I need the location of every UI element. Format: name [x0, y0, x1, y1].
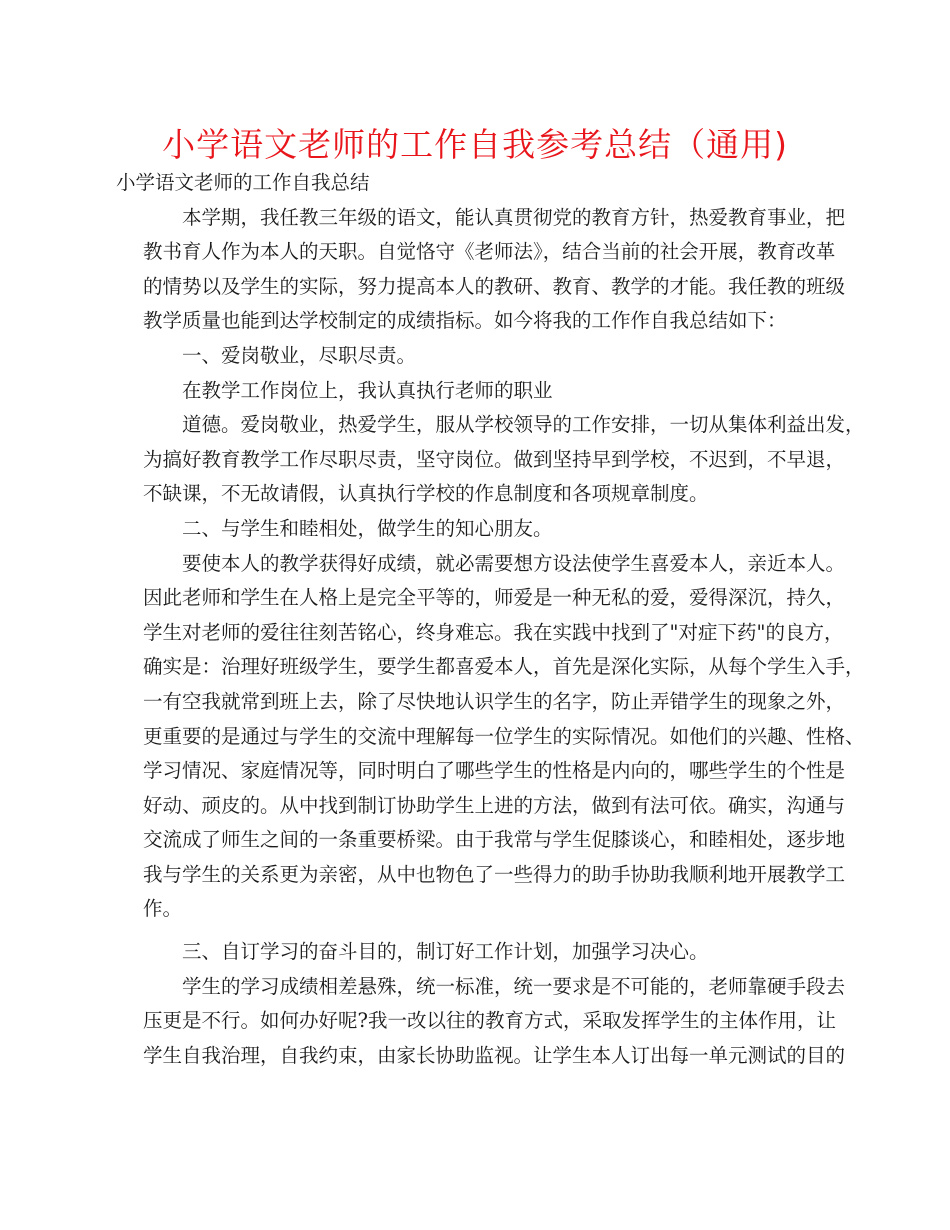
- paragraph-line: 学生对老师的爱往往刻苦铭心，终身难忘。我在实践中找到了"对症下药"的良方，: [143, 620, 844, 644]
- paragraph-line: 学生的学习成绩相差悬殊，统一标准，统一要求是不可能的，老师靠硬手段去: [182, 974, 846, 998]
- paragraph-line: 一有空我就常到班上去，除了尽快地认识学生的名字，防止弄错学生的现象之外，: [143, 689, 846, 713]
- paragraph-line: 教学质量也能到达学校制定的成绩指标。如今将我的工作作自我总结如下：: [143, 309, 787, 333]
- paragraph-line: 压更是不行。如何办好呢?我一改以往的教育方式，采取发挥学生的主体作用，让: [143, 1009, 836, 1033]
- document-title: 小学语文老师的工作自我参考总结（通用): [162, 125, 788, 164]
- section-heading: 二、与学生和睦相处，做学生的知心朋友。: [182, 516, 553, 540]
- paragraph-line: 确实是：治理好班级学生，要学生都喜爱本人，首先是深化实际，从每个学生入手，: [143, 655, 865, 679]
- paragraph-line: 作。: [143, 897, 183, 921]
- paragraph-line: 道德。爱岗敬业，热爱学生，服从学校领导的工作安排，一切从集体利益出发，: [182, 413, 865, 437]
- paragraph-line: 的情势以及学生的实际，努力提高本人的教研、教育、教学的才能。我任教的班级: [143, 274, 846, 298]
- paragraph-line: 要使本人的教学获得好成绩，就必需要想方设法使学生喜爱本人，亲近本人。: [182, 551, 846, 575]
- paragraph-line: 因此老师和学生在人格上是完全平等的，师爱是一种无私的爱，爱得深沉，持久，: [143, 586, 846, 610]
- section-heading: 一、爱岗敬业，尽职尽责。: [182, 343, 417, 367]
- paragraph-line: 学生自我治理，自我约束，由家长协助监视。让学生本人订出每一单元测试的目的: [143, 1043, 846, 1067]
- paragraph-line: 好动、顽皮的。从中找到制订协助学生上进的方法，做到有法可依。确实，沟通与: [143, 793, 846, 817]
- paragraph-line: 不缺课，不无故请假，认真执行学校的作息制度和各项规章制度。: [143, 482, 709, 506]
- document-body: [116, 166, 865, 1073]
- paragraph-line: 教书育人作为本人的天职。自觉恪守《老师法》，结合当前的社会开展，教育改革: [143, 240, 836, 264]
- paragraph-line: 我与学生的关系更为亲密，从中也物色了一些得力的助手协助我顺利地开展教学工: [143, 862, 846, 886]
- section-heading: 三、自订学习的奋斗目的，制订好工作计划，加强学习决心。: [182, 940, 709, 964]
- paragraph-line: 本学期，我任教三年级的语文，能认真贯彻党的教育方针，热爱教育事业，把: [182, 205, 846, 229]
- document-subtitle: 小学语文老师的工作自我总结: [116, 171, 370, 194]
- paragraph-line: 学习情况、家庭情况等，同时明白了哪些学生的性格是内向的，哪些学生的个性是: [143, 759, 846, 783]
- paragraph-line: 更重要的是通过与学生的交流中理解每一位学生的实际情况。如他们的兴趣、性格、: [143, 724, 865, 748]
- paragraph-line: 为搞好教育教学工作尽职尽责，坚守岗位。做到坚持早到学校，不迟到，不早退，: [143, 447, 846, 471]
- paragraph-line: 交流成了师生之间的一条重要桥梁。由于我常与学生促膝谈心，和睦相处，逐步地: [143, 828, 846, 852]
- paragraph-line: 在教学工作岗位上，我认真执行老师的职业: [182, 378, 553, 402]
